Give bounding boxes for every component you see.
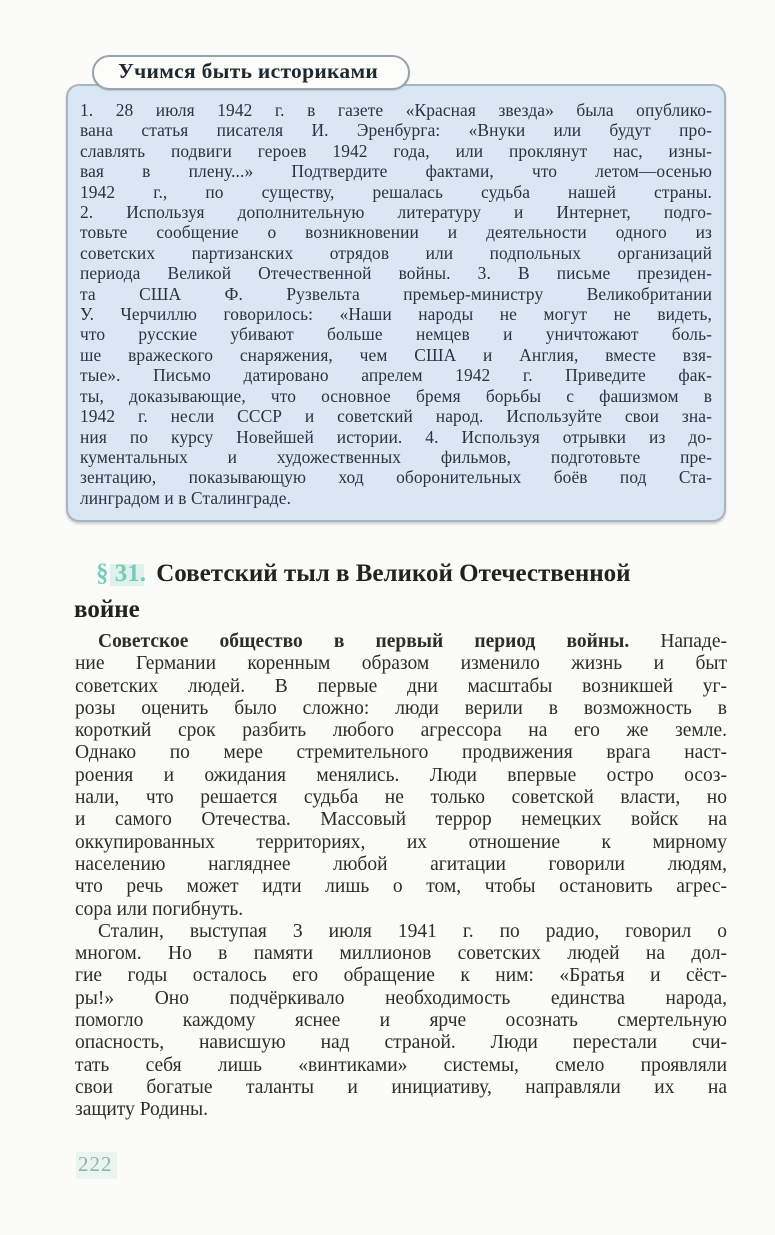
text-line: тать себя лишь «винтиками» системы, смело проявляли (75, 1054, 727, 1076)
text-line: оккупированных территориях, их отношение к мирному (75, 831, 727, 853)
text-line: ше вражеского снаряжения, чем США и Англия, вместе взя- (80, 344, 712, 365)
section-title-part2: войне (74, 596, 140, 623)
paragraph-stalin (75, 921, 727, 1122)
text-line: советских людей. В первые дни масштабы возникшей уг- (75, 675, 727, 697)
text-line (75, 631, 727, 653)
text-line: свои богатые таланты и инициативу, направляли их на (75, 1076, 727, 1098)
text-line: защиту Родины. (75, 1099, 209, 1121)
text-line: нали, что решается судьба не только советской власти, но (75, 787, 727, 809)
text-line: ние Германии коренным образом изменило жизнь и быт (75, 653, 727, 675)
text-line: розы оценить было сложно: люди верили в возможность в (75, 697, 727, 719)
section-heading-line1 (74, 556, 730, 592)
text-line: ты, доказывающие, что основное бремя борьбы с фашизмом в (80, 385, 712, 406)
text-line: периода Великой Отечественной войны. 3. В письме президен- (80, 263, 712, 284)
text-line: помогло каждому яснее и ярче осознать смертельную (75, 1010, 727, 1032)
text-line: роения и ожидания менялись. Люди впервые остро осоз- (75, 764, 727, 786)
text-line: 1942 г., по существу, решалась судьба нашей страны. (80, 181, 712, 202)
text-line: опасность, нависшую над страной. Люди перестали счи- (75, 1032, 727, 1054)
paragraph-lead: Советское общество в первый период войны. (98, 631, 630, 652)
text-line: зентацию, показывающую ход оборонительных боёв под Ста- (80, 467, 712, 488)
text-line: славлять подвиги героев 1942 года, или проклянут нас, изны- (80, 140, 712, 161)
tasks-box-tab (92, 55, 410, 90)
text-line: что русские убивают больше немцев и уничтожают боль- (80, 324, 712, 345)
text-line: и самого Отечества. Массовый террор немецких войск на (75, 809, 727, 831)
paragraph-stalin-lines (75, 943, 727, 1121)
text-line: ры!» Оно подчёркивало необходимость единства народа, (75, 987, 727, 1009)
text-span: Нападе- (629, 631, 727, 652)
text-line: Однако по мере стремительного продвижения врага наст- (75, 742, 727, 764)
text-line: 1. 28 июля 1942 г. в газете «Красная звезда» была опублико- (80, 100, 712, 120)
text-line: тые». Письмо датировано апрелем 1942 г. Приведите фак- (80, 365, 712, 386)
text-line: что речь может идти лишь о том, чтобы остановить агрес- (75, 876, 727, 898)
tasks-box (66, 84, 726, 522)
text-line: гие годы осталось его обращение к ним: «Братья и сёст- (75, 965, 727, 987)
text-line: Сталин, выступая 3 июля 1941 г. по радио, говорил о (98, 920, 727, 942)
text-line: сора или погибнуть. (75, 898, 244, 920)
text-line: вана статья писателя И. Эренбурга: «Внуки или будут про- (80, 120, 712, 141)
text-line: короткий срок разбить любого агрессора на его же земле. (75, 720, 727, 742)
text-line: товьте сообщение о возникновении и деятельности одного из (80, 222, 712, 243)
page-number: 222 (76, 1152, 117, 1179)
text-line: 1942 г. несли СССР и советский народ. Используйте свои зна- (80, 406, 712, 427)
text-line: та США Ф. Рузвельта премьер-министру Великобритании (80, 283, 712, 304)
text-line: многом. Но в памяти миллионов советских людей на дол- (75, 943, 727, 965)
text-line: ния по курсу Новейшей истории. 4. Используя отрывки из до- (80, 426, 712, 447)
tasks-box-tab-label: Учимся быть историками (118, 59, 379, 83)
text-line: кументальных и художественных фильмов, подготовьте пре- (80, 446, 712, 467)
text-line: советских партизанских отрядов или подпольных организаций (80, 242, 712, 263)
section-heading (74, 556, 730, 628)
section-title-part1: Советский тыл в Великой Отечественной (156, 560, 631, 587)
section-number: § 31. (96, 560, 150, 587)
paragraph-society (75, 631, 727, 921)
text-line: вая в плену...» Подтвердите фактами, что летом—осенью (80, 161, 712, 182)
tasks-box-text (80, 100, 712, 508)
paragraph-society-lines (75, 653, 727, 921)
text-line: линградом и в Сталинграде. (80, 487, 292, 508)
text-line: 2. Используя дополнительную литературу и Интернет, подго- (80, 202, 712, 223)
body-text (75, 631, 727, 1122)
text-line: населению нагляднее любой агитации говорили людям, (75, 853, 727, 875)
text-line: У. Черчиллю говорилось: «Наши народы не могут не видеть, (80, 304, 712, 325)
